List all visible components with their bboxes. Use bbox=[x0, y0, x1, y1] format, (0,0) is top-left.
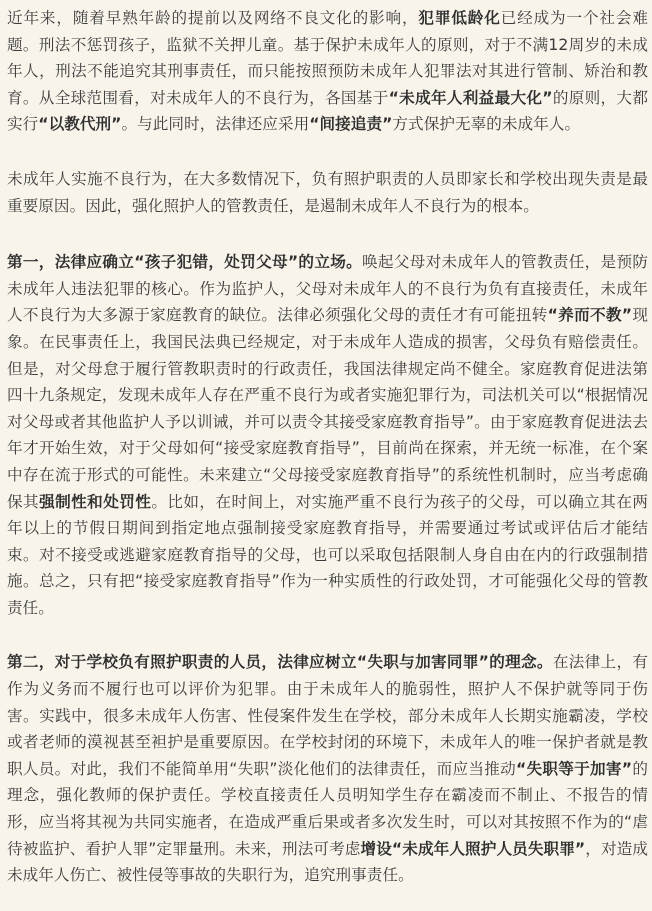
paragraph-spacer bbox=[7, 621, 648, 649]
text-segment: 。比如，在时间上，对实施严重不良行为孩子的父母，可以确立其在两年以上的节假日期间到指定地点强制接受家庭教育指导，并需要通过考试或评估后才能结束。对不接受或逃避家庭教育指导的父母，也可以采取包括限制人身自由在内的行政强制措施。总之，只有把“接受家庭教育指导”作为一种实质性的行政处罚，才可能强化父母的管教责任。 bbox=[7, 492, 648, 617]
paragraph-point-two bbox=[7, 649, 648, 888]
text-segment: 方式保护无辜的未成年人。 bbox=[392, 115, 581, 134]
text-segment: 现象。在民事责任上，我国民法典已经规定，对于未成年人造成的损害，父母负有赔偿责任。但是，对父母怠于履行管教职责时的行政责任，我国法律规定尚不健全。家庭教育促进法第四十九条规定，发现未成年人存在严重不良行为或者实施犯罪行为，司法机关可以“根据情况对父母或者其他监护人予以训诫，并可以责令其接受家庭教育指导”。由于家庭教育促进法去年才开始生效，对于父母如何“接受家庭教育指导”，目前尚在探索，并无统一标准，在个案中存在流于形式的可能性。未来建立“父母接受家庭教育指导”的系统性机制时，应当考虑确保其 bbox=[7, 306, 648, 511]
text-segment: 。与此同时，法律还应采用 bbox=[121, 115, 310, 134]
text-segment: 唤起父母对未成年人的管教责任，是预防未成年人违法犯罪的核心。作为监护人，父母对未成年人的不良行为负有直接责任，未成年人不良行为大多源于家庭教育的缺位。法律必须强化父母的责任才有可能扭转 bbox=[7, 253, 648, 325]
paragraph-intro bbox=[7, 5, 648, 138]
text-segment: 未成年人实施不良行为，在大多数情况下，负有照护职责的人员即家长和学校出现失责是最重要原因。因此，强化照护人的管教责任，是遏制未成年人不良行为的根本。 bbox=[7, 169, 648, 215]
text-segment: 近年来，随着早熟年龄的提前以及网络不良文化的影响， bbox=[7, 9, 419, 27]
emphasis-segment: “养而不教” bbox=[547, 306, 633, 325]
text-segment: 的理念，强化教师的保护责任。学校直接责任人员明知学生存在霸凌而不制止、不报告的情形，应当将其视为共同实施者，在造成严重后果或者多次发生时，可以对其按照不作为的“虐待被监护、看护人罪”定罪量刑。未来，刑法可考虑 bbox=[7, 759, 648, 858]
text-segment: ，对造成未成年人伤亡、被性侵等事故的失职行为，追究刑事责任。 bbox=[7, 839, 649, 885]
emphasis-segment: “未成年人利益最大化” bbox=[388, 88, 553, 107]
paragraph-cause bbox=[7, 166, 648, 219]
emphasis-segment: 增设“未成年人照护人员失职罪” bbox=[360, 839, 586, 858]
emphasis-segment: “间接追责” bbox=[309, 115, 393, 134]
emphasis-segment: “失职等于加害” bbox=[516, 759, 633, 778]
text-segment: 的原则，大都实行 bbox=[7, 88, 648, 134]
text-segment: 在法律上，有作为义务而不履行也可以评价为犯罪。由于未成年人的脆弱性，照护人不保护就等同于伤害。实践中，很多未成年人伤害、性侵案件发生在学校，部分未成年人长期实施霸凌，学校或者老师的漠视甚至袒护是重要原因。在学校封闭的环境下，未成年人的唯一保护者就是教职人员。对此，我们不能简单用“失职”淡化他们的法律责任，而应当推动 bbox=[7, 653, 648, 778]
emphasis-segment: 强制性和处罚性 bbox=[39, 492, 152, 511]
paragraph-spacer bbox=[7, 219, 648, 249]
emphasis-segment: 犯罪低龄化 bbox=[418, 9, 501, 27]
text-segment: 已经成为一个社会难题。刑法不惩罚孩子，监狱不关押儿童。基于保护未成年人的原则，对于不满12周岁的未成年人，刑法不能追究其刑事责任，而只能按照预防未成年人犯罪法对其进行管制、矫治和教育。从全球范围看，对未成年人的不良行为，各国基于 bbox=[7, 9, 648, 107]
paragraph-spacer bbox=[7, 138, 648, 166]
emphasis-segment: “以教代刑” bbox=[38, 115, 122, 134]
emphasis-segment: 第二，对于学校负有照护职责的人员，法律应树立“失职与加害同罪”的理念。 bbox=[7, 653, 553, 672]
paragraph-point-one bbox=[7, 249, 648, 621]
emphasis-segment: 第一，法律应确立“孩子犯错，处罚父母”的立场。 bbox=[7, 253, 363, 272]
